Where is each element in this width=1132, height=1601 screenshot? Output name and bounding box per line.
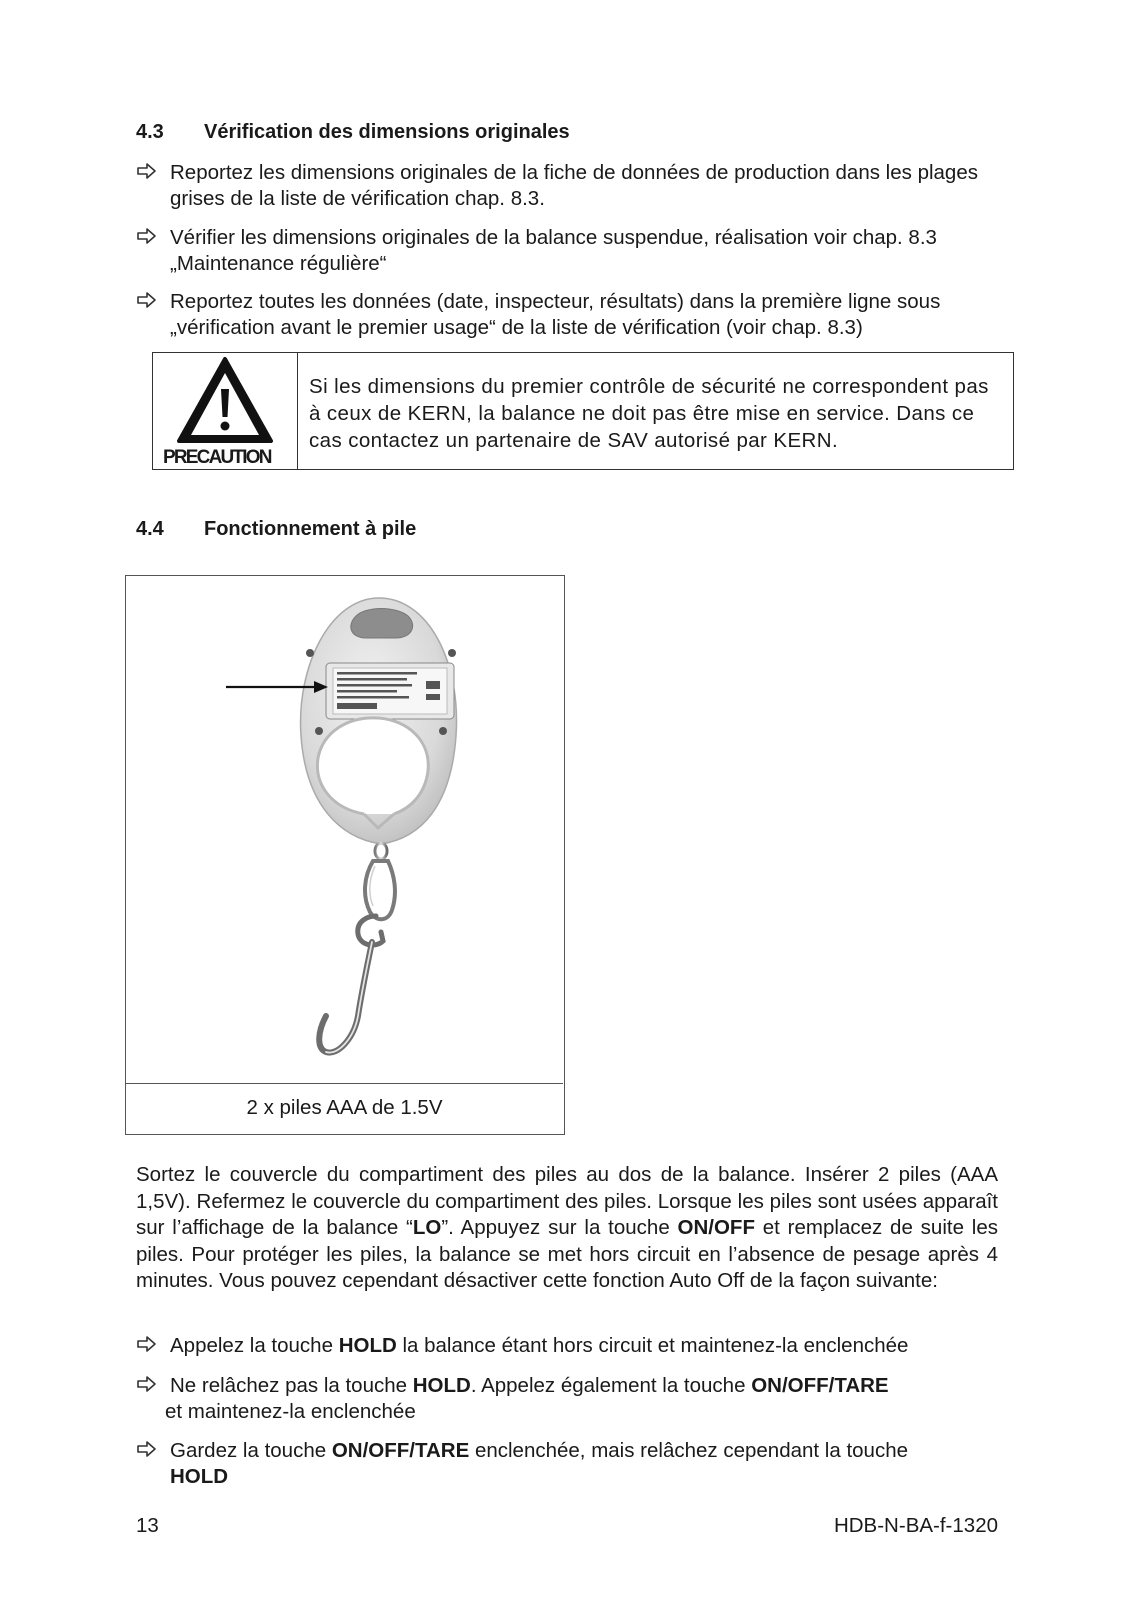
arrow-right-icon [136,1334,158,1354]
section-title: Fonctionnement à pile [204,518,417,540]
section-4-4-heading [136,518,936,544]
bullet-text: Vérifier les dimensions originales de la balance suspendue, réalisation voir chap. 8.3 „Maintenance régulière“ [170,226,937,275]
bullet-text-part: la balance étant hors circuit et maintenez-la enclenchée [396,1334,909,1357]
list-item [136,1373,998,1425]
bullet-text-part: . Appelez également la touche [470,1374,752,1397]
key-label: HOLD [338,1334,397,1357]
caution-label: PRECAUTION [163,447,271,468]
arrow-right-icon [136,161,158,181]
page-number: 13 [136,1514,159,1537]
bullet-text [165,1373,998,1425]
arrow-right-icon [136,226,158,246]
bullet-text-part: Ne relâchez pas la touche [170,1374,413,1397]
section-title: Vérification des dimensions originales [204,121,570,143]
key-label: HOLD [412,1374,471,1397]
caution-text: Si les dimensions du premier contrôle de sécurité ne correspondent pas à ceux de KERN, la balance ne doit pas être mise en service. Dans ce cas contactez un partenaire de SAV autorisé par KERN. [309,375,989,452]
hanging-scale-photo [126,576,563,1083]
bullet-text [170,1438,998,1490]
key-label: ON/OFF/TARE [751,1374,889,1397]
arrow-right-icon [136,1374,158,1394]
bullet-text-part: et maintenez-la enclenchée [165,1400,416,1423]
body-paragraph [136,1162,998,1295]
paragraph-text: Sortez le couvercle du compartiment des piles au dos de la balance. Insérer 2 piles (AAA 1,5V). Refermez le couvercle du compartiment des piles. Lorsque les piles sont usées apparaît sur l’affichage de la balance “ [136,1163,998,1239]
section-number: 4.4 [136,518,164,540]
list-item [136,225,998,277]
section-number: 4.3 [136,121,164,143]
onoff-key-label: ON/OFF [677,1216,755,1239]
arrow-right-icon [136,1439,158,1459]
arrow-right-icon [136,290,158,310]
paragraph-text: ”. Appuyez sur la touche [441,1216,678,1239]
bullet-text-part: Gardez la touche [170,1439,332,1462]
document-id: HDB-N-BA-f-1320 [833,1514,998,1537]
key-label: ON/OFF/TARE [331,1439,470,1462]
section-4-3-heading [136,121,936,147]
list-item [136,160,998,212]
bullet-text [170,1333,998,1359]
key-label: HOLD [170,1465,229,1488]
caution-icon-cell [153,353,298,469]
paragraph-text: et remplacez de suite les piles. Pour protéger les piles, la balance se met hors circuit en l’absence de pesage après 4 minutes. Vous pouvez cependant désactiver cette fonction Auto Off de la façon suivante: [136,1216,998,1292]
caution-box [152,352,1014,470]
list-item [136,1333,998,1359]
lo-key-label: LO [412,1216,442,1239]
bullet-text-part: enclenchée, mais relâchez cependant la touche [469,1439,909,1462]
bullet-text: Reportez les dimensions originales de la fiche de données de production dans les plages grises de la liste de vérification chap. 8.3. [170,161,978,210]
list-item [136,1438,998,1490]
bullet-text: Reportez toutes les données (date, inspecteur, résultats) dans la première ligne sous „vérification avant le premier usage“ de la liste de vérification (voir chap. 8.3) [170,290,941,339]
warning-triangle-icon [175,355,275,447]
product-figure [125,575,565,1135]
list-item [136,289,998,341]
figure-caption: 2 x piles AAA de 1.5V [126,1083,563,1133]
bullet-text-part: Appelez la touche [170,1334,339,1357]
